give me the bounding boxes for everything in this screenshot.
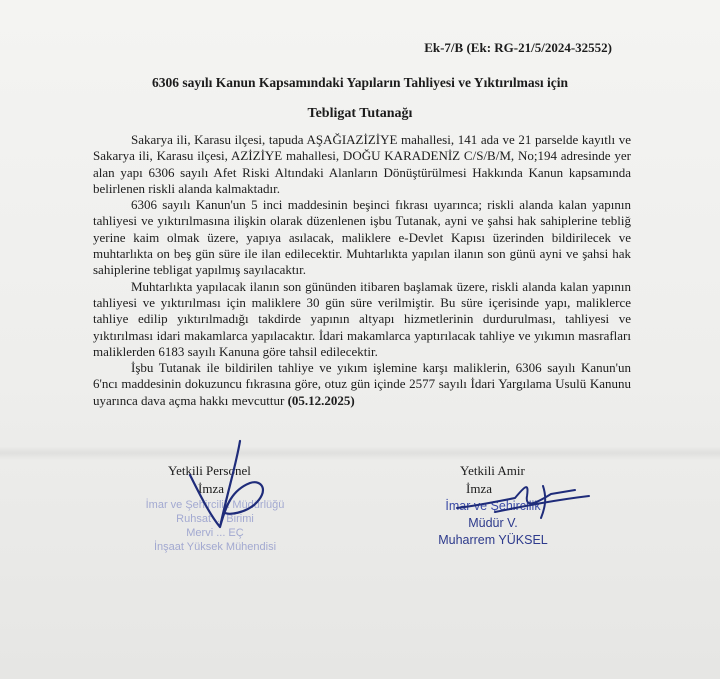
right-sign-label: İmza — [466, 481, 492, 496]
right-signer-role: Yetkili Amir — [460, 463, 525, 478]
right-stamp-line-2: Müdür V. — [468, 516, 518, 530]
signature-block-left — [168, 462, 308, 498]
document-date: (05.12.2025) — [287, 392, 355, 408]
regulation-reference: Ek-7/B (Ek: RG-21/5/2024-32552) — [424, 40, 612, 55]
paragraph-4 — [93, 360, 631, 409]
signature-block-right — [460, 462, 600, 498]
left-stamp-line-4: İnşaat Yüksek Mühendisi — [153, 541, 277, 553]
right-official-stamp — [418, 498, 568, 549]
left-signer-role: Yetkili Personel — [168, 463, 251, 478]
left-official-stamp — [120, 498, 310, 554]
document-title: 6306 sayılı Kanun Kapsamındaki Yapıların Tahliyesi ve Yıktırılması için — [151, 75, 569, 90]
paragraph-4-text: İşbu Tutanak ile bildirilen tahliye ve yıkım işlemine karşı maliklerin, 6306 sayılı Kanun'un 6'ncı maddesinin dokuzuncu fıkrasına göre, otuz gün içinde 2577 sayılı İdari Yargılama Usulü Kanunu uyarınca dava açma hakkı mevcuttur — [93, 360, 631, 408]
left-stamp-line-2: Ruhsat ... Birimi — [176, 513, 254, 525]
left-sign-label: İmza — [198, 481, 224, 496]
left-stamp-line-3: Mervi ... EÇ — [186, 527, 244, 539]
paragraph-3: Muhtarlıkta yapılacak ilanın son gününden itibaren başlamak üzere, riskli alanda kalan yapının tahliyesi ve yıktırılması için maliklere 30 gün süre verilmiştir. Bu süre içerisinde yapı, maliklerce tahliye edilip yıktırılmadığı takdirde yapının altyapı hizmetlerinin durdurulması, tahliyesi ve yıktırılması idari makamlarca yapılacaktır. İdari makamlarca yaptırılacak tahliye ve yıkımın masrafları maliklerden 6183 sayılı Kanuna göre tahsil edilecektir. — [93, 278, 631, 359]
left-stamp-line-1: İmar ve Şehircilik Müdürlüğü — [145, 499, 285, 511]
right-stamp-line-3: Muharrem YÜKSEL — [438, 533, 548, 547]
paragraph-1: Sakarya ili, Karasu ilçesi, tapuda AŞAĞIAZİZİYE mahallesi, 141 ada ve 21 parselde kayıtlı ve Sakarya ili, Karasu ilçesi, AZİZİYE mahallesi, DOĞU KARADENİZ C/S/B/M, No;194 adresinde yer alan yapı 6306 sayılı Afet Riski Altındaki Alanların Dönüştürülmesi Hakkında Kanun kapsamında belirlenen riskli alanda kalmaktadır. — [93, 132, 631, 196]
paragraph-2: 6306 sayılı Kanun'un 5 inci maddesinin beşinci fıkrası uyarınca; riskli alanda kalan yapının tahliyesi ve yıktırılmasına ilişkin olarak düzenlenen işbu Tutanak, ayni ve şahsi hak sahiplerine tebliğ yerine kaim olmak üzere, yapıya asılacak, maliklere e-Devlet Kapısı üzerinden bildirilecek ve muhtarlıkta on beş gün süre ile ilan edilecektir. Muhtarlıkta yapılan ilanın son günü ayni ve şahsi hak sahiplerine tebligat yapılmış sayılacaktır. — [93, 197, 631, 278]
paper-fold — [0, 446, 720, 460]
right-stamp-line-1: İmar ve Şehircilik — [445, 499, 541, 513]
document-subtitle: Tebligat Tutanağı — [307, 106, 413, 121]
document-body — [93, 132, 631, 409]
